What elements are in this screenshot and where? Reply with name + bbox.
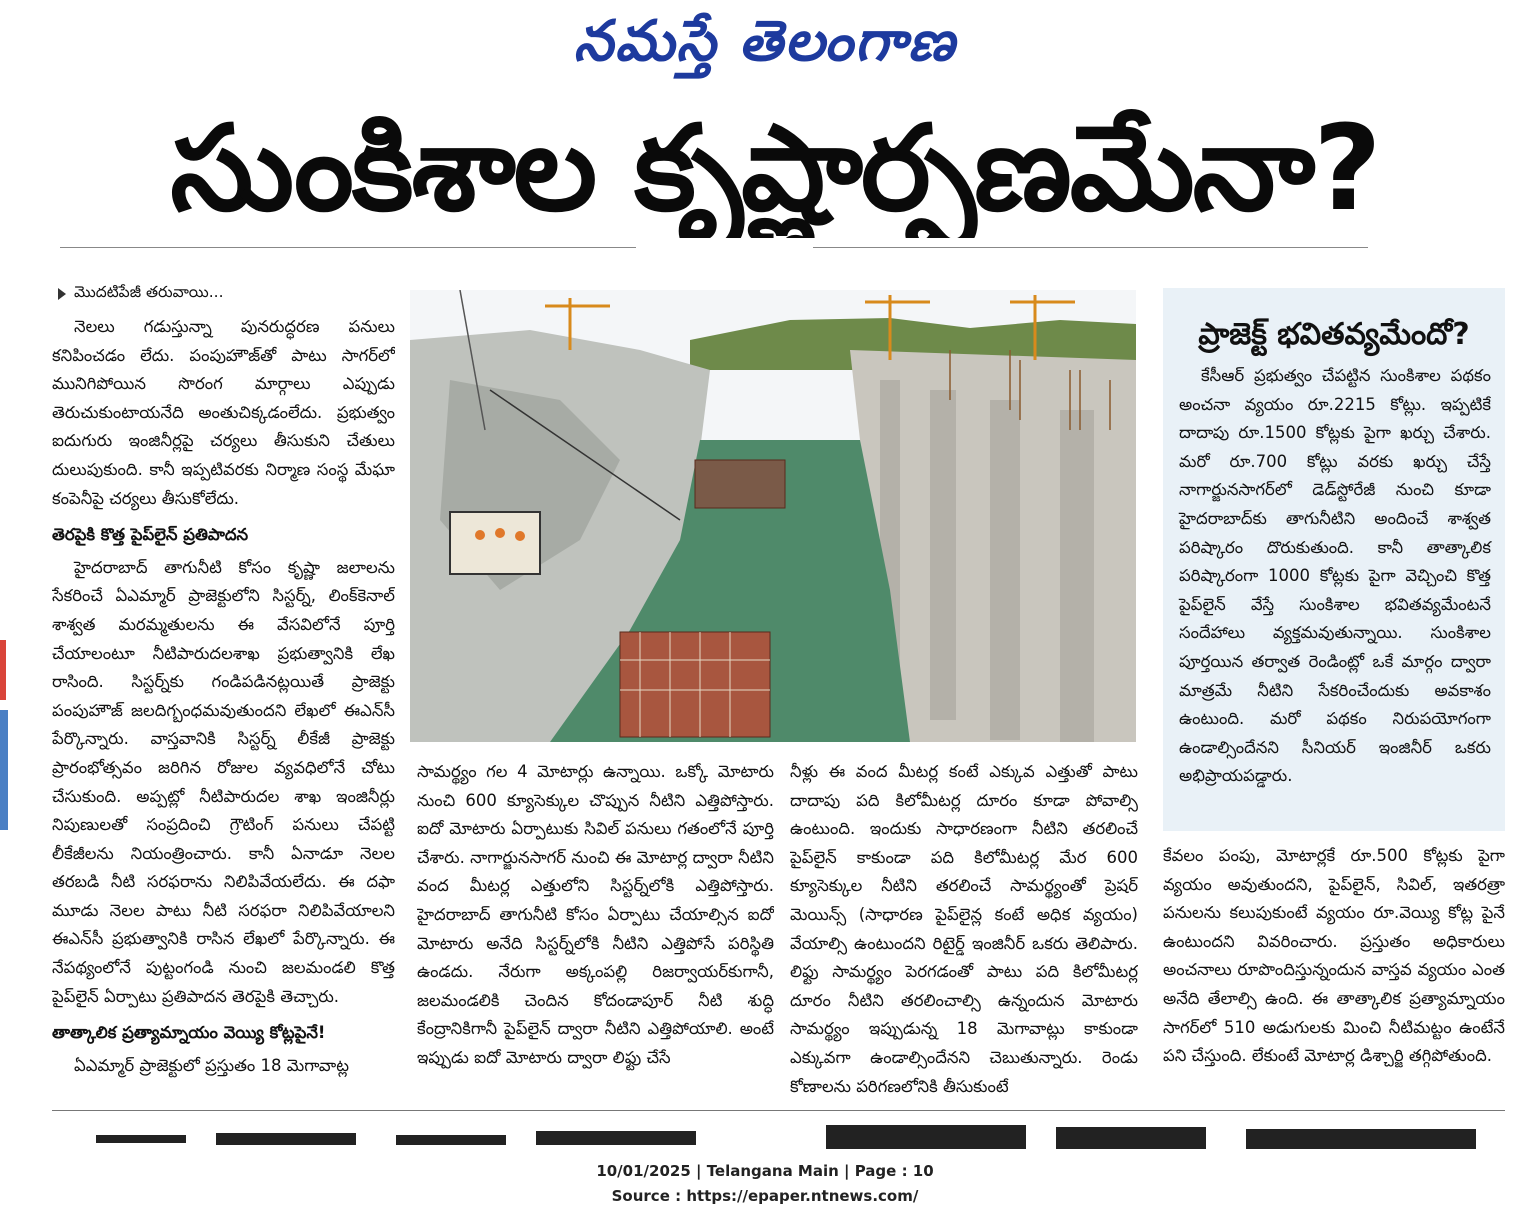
headline: సుంకిశాల కృష్ణార్పణమేనా?	[170, 99, 1380, 237]
sidebar-body	[1163, 362, 1505, 791]
col1-subheading-1: తెరపైకి కొత్త పైప్‌లైన్ ప్రతిపాదన	[52, 525, 249, 545]
bottom-rule	[52, 1110, 1505, 1111]
sidebar-paragraph: కేసీఆర్ ప్రభుత్వం చేపట్టిన సుంకిశాల పథకం అంచనా వ్యయం రూ.2215 కోట్లు. ఇప్పటికే దాదాపు రూ.1500 కోట్లకు పైగా ఖర్చు చేశారు. మరో రూ.700 కోట్లు వరకు ఖర్చు చేస్తే నాగార్జునసాగర్‌లో డెడ్‌స్టోరేజీ నుంచి కూడా హైదరాబాద్‌కు తాగునీటిని అందించే శాశ్వత పరిష్కారం దొరుకుతుంది. కానీ తాత్కాలిక పరిష్కారంగా 1000 కోట్లకు పైగా వెచ్చించి కొత్త పైప్‌లైన్ వేస్తే సుంకిశాల భవితవ్యమేంటనే సందేహాలు వ్యక్తమవుతున్నాయి. సుంకిశాల పూర్తయిన తర్వాత రెండింట్లో ఒకే మార్గం ద్వారా మాత్రమే నీటిని సేకరించేందుకు అవకాశం ఉంటుంది. మరో పథకం నిరుపయోగంగా ఉండాల్సిందేనని సీనియర్ ఇంజినీర్ ఒకరు అభిప్రాయపడ్డారు.	[1179, 366, 1491, 786]
col3-paragraph-1: నీళ్లు ఈ వంద మీటర్ల కంటే ఎక్కువ ఎత్తుతో పాటు దాదాపు పది కిలోమీటర్ల దూరం కూడా పోవాల్సి ఉంటుంది. ఇందుకు సాధారణంగా నీటిని తరలించే పైప్‌లైన్ కాకుండా పది కిలోమీటర్ల మేర 600 క్యూసెక్కుల నీటిని తరలించే సామర్థ్యంతో ప్రెషర్ మెయిన్స్ (సాధారణ పైప్‌లైన్ల కంటే అధిక వ్యయం) వేయాల్సి ఉంటుందని రిటైర్డ్ ఇంజినీర్ ఒకరు తెలిపారు. లిఫ్టు సామర్థ్యం పెరగడంతో పాటు పది కిలోమీటర్ల దూరం నీటిని తరలించాల్సి ఉన్నందున మోటారు సామర్థ్యం ఇప్పుడున్న 18 మెగావాట్లు కాకుండా ఎక్కువగా ఉండాల్సిందేనని చెబుతున్నారు. రెండు కోణాలను పరిగణలోనికి తీసుకుంటే	[790, 762, 1138, 1095]
continued-kicker	[58, 283, 224, 305]
article-column-2	[417, 758, 774, 1095]
next-headline-cutoff	[96, 1125, 1496, 1155]
kicker-text: మొదటిపేజీ తరువాయి...	[74, 283, 224, 301]
col2-paragraph-1: సామర్థ్యం గల 4 మోటార్లు ఉన్నాయి. ఒక్కో మోటారు నుంచి 600 క్యూసెక్కుల చొప్పున నీటిని ఎత్తిపోస్తారు. ఐదో మోటారు ఏర్పాటుకు సివిల్ పనులు గతంలోనే పూర్తి చేశారు. నాగార్జునసాగర్ నుంచి ఈ మోటార్ల ద్వారా నీటిని వంద మీటర్ల ఎత్తులోని సిస్టర్న్‌లోకి ఎత్తిపోస్తారు. హైదరాబాద్ తాగునీటి కోసం ఏర్పాటు చేయాల్సిన ఐదో మోటారు అనేది సిస్టర్న్‌లోకి నీటిని ఎత్తిపోసే పరిస్థితి ఉండదు. నేరుగా అక్కంపల్లి రిజర్వాయర్‌కుగానీ, జలమండలికి చెందిన కోదండాపూర్ నీటి శుద్ధి కేంద్రానికిగానీ పైప్‌లైన్ ద్వారా నీటిని ఎత్తిపోయాలి. అంటే ఇప్పుడు ఐదో మోటారు ద్వారా లిఫ్టు చేసే	[417, 762, 774, 1067]
construction-site-photo	[410, 290, 1136, 742]
sidebar-box	[1163, 288, 1505, 831]
sidebar-title: ప్రాజెక్ట్ భవితవ్యమేందో?	[1198, 317, 1470, 352]
edge-decoration	[0, 640, 10, 840]
article-column-1	[52, 313, 395, 1095]
col1-subheading-2: తాత్కాలిక ప్రత్యామ్నాయం వెయ్యి కోట్లపైనే!	[52, 1023, 326, 1043]
col4-paragraph-1: కేవలం పంపు, మోటార్లకే రూ.500 కోట్లకు పైగా వ్యయం అవుతుందని, పైప్‌లైన్, సివిల్, ఇతరత్రా పనులను కలుపుకుంటే వ్యయం రూ.వెయ్యి కోట్ల పైనే ఉంటుందని వివరించారు. ప్రస్తుతం అధికారులు అంచనాలు రూపొందిస్తున్నందున వాస్తవ వ్యయం ఎంత అనేది తేలాల్సి ఉంది. ఈ తాత్కాలిక ప్రత్యామ్నాయం సాగర్‌లో 510 అడుగులకు మించి నీటిమట్టం ఉంటేనే పని చేస్తుంది. లేకుంటే మోటార్ల డిశ్చార్జి తగ్గిపోతుంది.	[1163, 846, 1505, 1066]
col1-paragraph-2: హైదరాబాద్ తాగునీటి కోసం కృష్ణా జలాలను సేకరించే ఏఎమ్మార్ ప్రాజెక్టులోని సిస్టర్న్, లింక్‌కెనాల్ శాశ్వత మరమ్మతులను ఈ వేసవిలోనే పూర్తి చేయాలంటూ నీటిపారుదలశాఖ ప్రభుత్వానికి లేఖ రాసింది. సిస్టర్న్‌కు గండిపడినట్లయితే ప్రాజెక్టు పంపుహౌజ్ జలదిగ్బంధమవుతుందని లేఖలో ఈఎన్‌సీ పేర్కొన్నారు. వాస్తవానికి సిస్టర్న్ లీకేజీ ప్రాజెక్టు ప్రారంభోత్సవం జరిగిన రోజుల వ్యవధిలోనే చోటు చేసుకుంది. అప్పట్లో నీటిపారుదల శాఖ ఇంజినీర్లు నిపుణులతో సంప్రదించి గ్రౌటింగ్ పనులు చేపట్టి లీకేజీలను నియంత్రించారు. కానీ ఏనాడూ నెలల తరబడి నీటి సరఫరాను నిలిపివేయలేదు. ఈ దఫా మూడు నెలల పాటు నీటి సరఫరా నిలిపివేయాలని ఈఎన్‌సీ ప్రభుత్వానికి రాసిన లేఖలో పేర్కొన్నారు. ఈ నేపథ్యంలోనే పుట్టంగండి నుంచి జలమండలి కొత్త పైప్‌లైన్ ఏర్పాటు ప్రతిపాదన తెరపైకి తెచ్చారు.	[52, 557, 395, 1006]
footer-date-line: 10/01/2025 | Telangana Main | Page : 10	[596, 1162, 934, 1180]
arrow-right-icon	[58, 288, 66, 300]
col1-paragraph-3: ఏఎమ్మార్ ప్రాజెక్టులో ప్రస్తుతం 18 మెగావాట్ల	[74, 1055, 349, 1075]
headline-rule-left	[60, 247, 636, 248]
col1-paragraph-1: నెలలు గడుస్తున్నా పునరుద్ధరణ పనులు కనిపించడం లేదు. పంపుహౌజ్‌తో పాటు సాగర్‌లో మునిగిపోయిన సొరంగ మార్గాలు ఎప్పుడు తెరుచుకుంటాయనేది అంతుచిక్కడంలేదు. ప్రభుత్వం ఐదుగురు ఇంజినీర్లపై చర్యలు తీసుకుని చేతులు దులుపుకుంది. కానీ ఇప్పటివరకు నిర్మాణ సంస్థ మేఘా కంపెనీపై చర్యలు తీసుకోలేదు.	[52, 317, 395, 508]
headline-rule-right	[813, 247, 1368, 248]
footer-source-line: Source : https://epaper.ntnews.com/	[611, 1187, 919, 1205]
article-column-3	[790, 758, 1138, 1095]
masthead-logo: నమస్తే తెలంగాణ	[573, 8, 957, 74]
article-column-4	[1163, 842, 1505, 1092]
